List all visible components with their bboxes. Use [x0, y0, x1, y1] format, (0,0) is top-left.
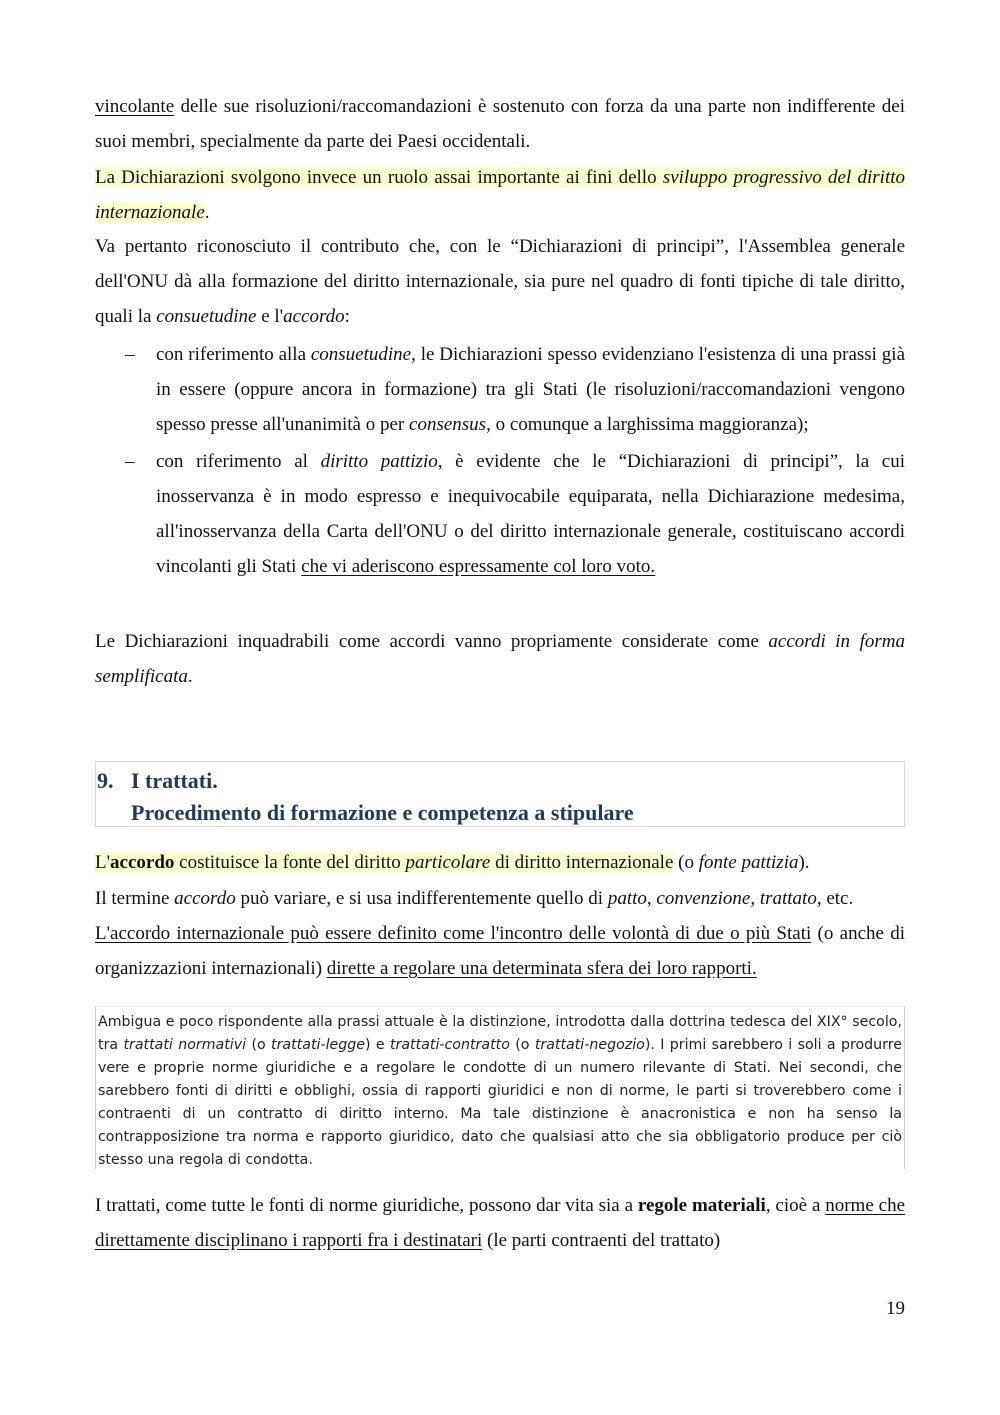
- section-number: 9.: [97, 768, 114, 793]
- text-run: ).: [798, 852, 810, 873]
- italic-text: consuetudine: [156, 306, 257, 327]
- section-title-text: I trattati.: [131, 768, 218, 793]
- text-run: ,: [750, 888, 760, 909]
- text-run: ,: [646, 888, 657, 909]
- text-run: (o: [509, 1037, 535, 1053]
- section-title: [97, 766, 218, 796]
- italic-text: trattati-legge: [271, 1037, 365, 1053]
- underlined-text: L'accordo internazionale può essere definito come l'incontro delle volontà di due o più Stati: [95, 923, 812, 944]
- bullet-list: [95, 337, 905, 586]
- text-run: ). I primi sarebbero i soli a produrre vere e proprie norme giuridiche e a regolare le condotte di un numero rilevante di Stati. Nei secondi, che sarebbero fonti di diritti e obblighi, ossia di rapporti giuridici e non di norme, le parti si troverebbero come i contraenti di un contratto di diritto interno. Ma tale distinzione è anacronistica e non ha senso la contrapposizione tra norma e rapporto giuridico, dato che qualsiasi atto che sia obbligatorio produce per ciò stesso una regola di condotta.: [98, 1037, 902, 1168]
- text-run: I trattati, come tutte le fonti di norme giuridiche, possono dar vita sia a: [95, 1195, 638, 1216]
- list-item-consuetudine: [95, 337, 905, 442]
- paragraph-contributo: [95, 229, 905, 334]
- italic-text: accordo: [283, 306, 345, 327]
- paragraph-accordo-fonte: [95, 845, 905, 880]
- italic-text: trattato: [759, 888, 817, 909]
- italic-text: fonte pattizia: [698, 852, 799, 873]
- text-run: e l': [256, 306, 284, 327]
- text-run: .: [187, 666, 193, 687]
- highlighted-text: [95, 852, 673, 873]
- italic-text: convenzione: [656, 888, 751, 909]
- text-run: Le Dichiarazioni inquadrabili come accordi vanno propriamente considerate come: [95, 631, 769, 652]
- paragraph-vincolante: [95, 89, 905, 159]
- text-run: con riferimento alla: [156, 344, 311, 365]
- italic-text: trattati-negozio: [534, 1037, 645, 1053]
- italic-text: diritto pattizio: [320, 451, 438, 472]
- text-run: , cioè a: [765, 1195, 826, 1216]
- text-run: (o: [246, 1037, 272, 1053]
- paragraph-highlighted-dichiarazioni: [95, 160, 905, 230]
- dash-bullet-icon: –: [125, 451, 135, 472]
- page-number: 19: [886, 1298, 905, 1319]
- italic-text: patto: [607, 888, 647, 909]
- paragraph-accordi-forma-semplificata: [95, 624, 905, 694]
- italic-text: trattati normativi: [123, 1037, 247, 1053]
- italic-text: accordi in forma semplificata: [95, 631, 905, 687]
- text-run: (o anche di organizzazioni internazionali): [95, 923, 905, 979]
- text-run: può variare, e si usa indifferentemente quello di: [235, 888, 608, 909]
- dash-bullet-icon: –: [125, 344, 135, 365]
- italic-text: accordo: [174, 888, 236, 909]
- text-run: , è evidente che le “Dichiarazioni di principi”, la cui inosservanza è in modo espresso e inequivocabile equiparata, nella Dichiarazione medesima, all'inosservanza della Carta dell'ONU o del diritto internazionale generale, costituiscano accordi vincolanti gli Stati: [156, 451, 905, 577]
- text-run: Il termine: [95, 888, 175, 909]
- text-run: L': [95, 852, 111, 873]
- text-run: di diritto internazionale: [490, 852, 674, 873]
- italic-text: trattati-contratto: [389, 1037, 510, 1053]
- italic-text: sviluppo progressivo del diritto internazionale: [95, 167, 906, 223]
- italic-text: consensus: [409, 414, 487, 435]
- text-run: .: [204, 202, 210, 223]
- text-run: con riferimento al: [156, 451, 321, 472]
- section-heading: [95, 761, 905, 827]
- paragraph-termine-accordo: [95, 881, 905, 916]
- text-run: ) e: [364, 1037, 390, 1053]
- text-run: Ambigua e poco rispondente alla prassi attuale è la distinzione, introdotta dalla dottrina tedesca del XIX° secolo, tra: [98, 1014, 902, 1053]
- text-run: (o: [673, 852, 699, 873]
- text-run: costituisce la fonte del diritto: [174, 852, 406, 873]
- text-run: Va pertanto riconosciuto il contributo che, con le “Dichiarazioni di principi”, l'Assemblea generale dell'ONU dà alla formazione del diritto internazionale, sia pure nel quadro di fonti tipiche di tale diritto, quali la: [95, 236, 905, 327]
- list-item-diritto-pattizio: [95, 444, 905, 584]
- text-run: La Dichiarazioni svolgono invece un ruolo assai importante ai fini dello: [95, 167, 663, 188]
- italic-text: consuetudine: [310, 344, 412, 365]
- bold-text: accordo: [110, 852, 175, 873]
- bold-text: regole materiali: [637, 1195, 766, 1216]
- underlined-text: vincolante: [95, 96, 175, 117]
- paragraph-regole-materiali: [95, 1188, 905, 1258]
- text-run: , etc.: [816, 888, 854, 909]
- italic-text: particolare: [405, 852, 491, 873]
- text-run: , le Dichiarazioni spesso evidenziano l'esistenza di una prassi già in essere (oppure ancora in formazione) tra gli Stati (le risoluzioni/raccomandazioni vengono spesso presse all'unanimità o per: [156, 344, 906, 435]
- underlined-text: dirette a regolare una determinata sfera dei loro rapporti.: [326, 958, 757, 979]
- text-run: delle sue risoluzioni/raccomandazioni è sostenuto con forza da una parte non indifferente dei suoi membri, specialmente da parte dei Paesi occidentali.: [95, 96, 905, 152]
- section-subtitle: Procedimento di formazione e competenza a stipulare: [131, 800, 634, 825]
- paragraph-definizione-accordo: [95, 916, 905, 986]
- underlined-text: norme che direttamente disciplinano i rapporti fra i destinatari: [95, 1195, 905, 1251]
- underlined-text: che vi aderiscono espressamente col loro voto.: [301, 556, 656, 577]
- highlighted-text: [95, 167, 905, 223]
- text-run: (le parti contraenti del trattato): [482, 1230, 721, 1251]
- text-run: , o comunque a larghissima maggioranza);: [486, 414, 809, 435]
- text-run: :: [344, 306, 350, 327]
- note-box: [95, 1006, 905, 1169]
